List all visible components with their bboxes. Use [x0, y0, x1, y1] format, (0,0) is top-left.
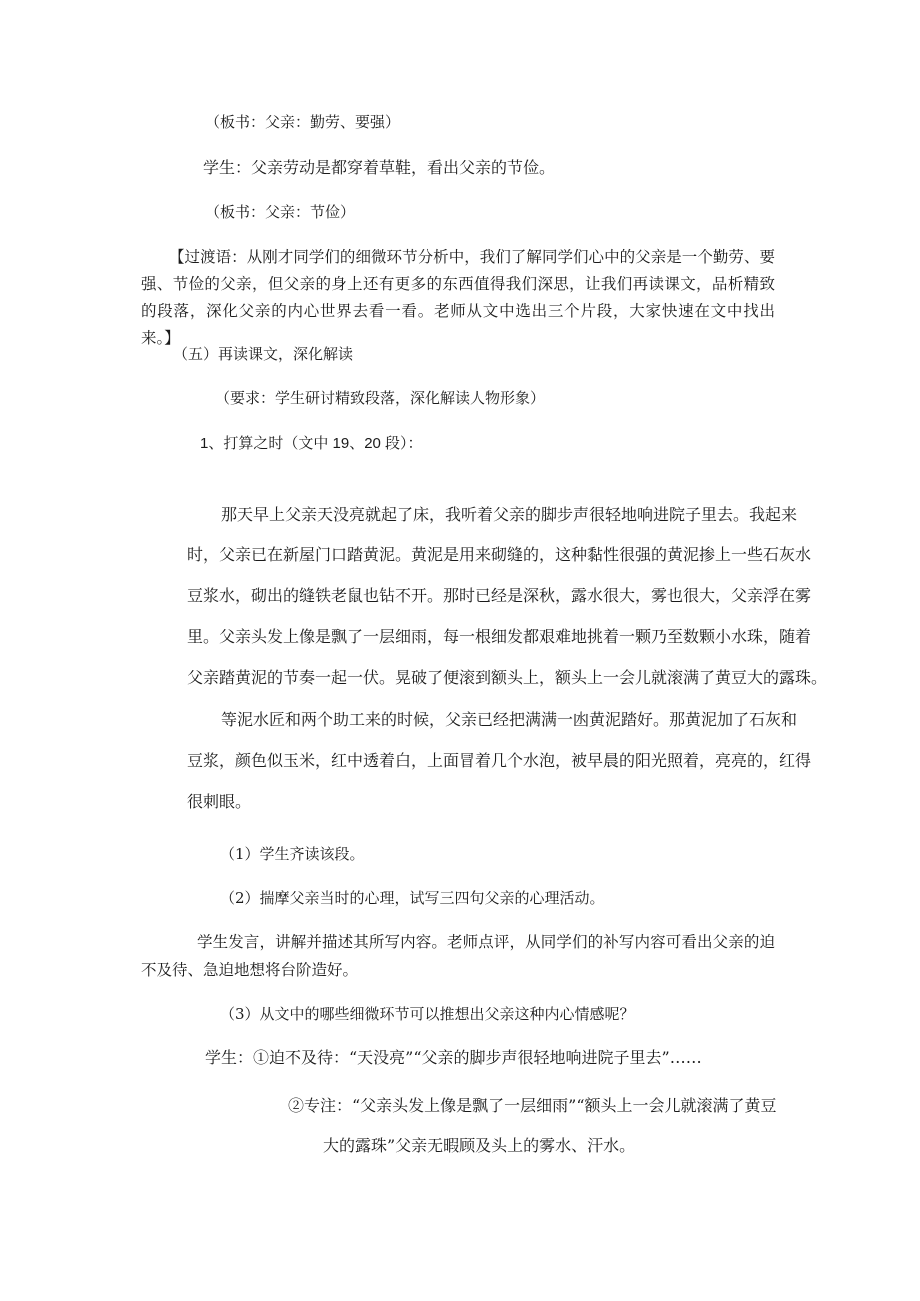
excerpt-line: 时，父亲已在新屋门口踏黄泥。黄泥是用来砌缝的，这种黏性很强的黄泥掺上一些石灰水 [187, 545, 812, 564]
student-answer-1: 学生：父亲劳动是都穿着草鞋，看出父亲的节俭。 [203, 158, 556, 177]
requirement-note: （要求：学生研讨精致段落，深化解读人物形象） [215, 389, 546, 407]
excerpt-line: 很刺眼。 [187, 792, 252, 811]
question-1: （1）学生齐读该段。 [220, 845, 365, 863]
excerpt-line: 那天早上父亲天没亮就起了床，我听着父亲的脚步声很轻地响进院子里去。我起来 [221, 505, 798, 524]
board-note-1: （板书：父亲：勤劳、要强） [205, 113, 401, 131]
excerpt-line: 豆浆水，砌出的缝铁老鼠也钻不开。那时已经是深秋，露水很大，雾也很大，父亲浮在雾 [187, 586, 812, 605]
board-note-2: （板书：父亲：节俭） [205, 203, 356, 221]
question-3: （3）从文中的哪些细微环节可以推想出父亲这种内心情感呢？ [220, 1005, 635, 1023]
excerpt-line: 父亲踏黄泥的节奏一起一伏。晃破了便滚到额头上，额头上一会儿就滚满了黄豆大的露珠。 [187, 668, 828, 687]
excerpt-line: 豆浆，颜色似玉米，红中透着白，上面冒着几个水泡，被早晨的阳光照着，亮亮的，红得 [187, 751, 812, 770]
section-heading-5: （五）再读课文，深化解读 [173, 345, 354, 363]
student-discussion: 学生发言，讲解并描述其所写内容。老师点评，从同学们的补写内容可看出父亲的迫不及待、急迫地想将台阶造好。 [141, 933, 775, 979]
excerpt-line: 里。父亲头发上像是飘了一层细雨，每一根细发都艰难地挑着一颗乃至数颗小水珠，随着 [187, 627, 812, 646]
excerpt-line: 等泥水匠和两个助工来的时候，父亲已经把满满一凼黄泥踏好。那黄泥加了石灰和 [221, 710, 798, 729]
transition-paragraph: 【过渡语：从刚才同学们的细微环节分析中，我们了解同学们心中的父亲是一个勤劳、要强、节俭的父亲，但父亲的身上还有更多的东西值得我们深思，让我们再读课文，品析精致的段落，深化父亲的内心世界去看一看。老师从文中选出三个片段，大家快速在文中找出来。】 [141, 248, 775, 347]
item-heading-1: 1、打算之时（文中 19、20 段）： [200, 435, 423, 452]
question-2: （2）揣摩父亲当时的心理，试写三四句父亲的心理活动。 [220, 889, 605, 907]
answer-focus-line-1: ②专注：“父亲头发上像是飘了一层细雨”“额头上一会儿就滚满了黄豆 [288, 1096, 777, 1115]
student-answer-2: 学生：①迫不及待：“天没亮”“父亲的脚步声很轻地响进院子里去”…… [205, 1048, 702, 1067]
answer-focus-line-2: 大的露珠”父亲无暇顾及头上的雾水、汗水。 [323, 1136, 636, 1155]
